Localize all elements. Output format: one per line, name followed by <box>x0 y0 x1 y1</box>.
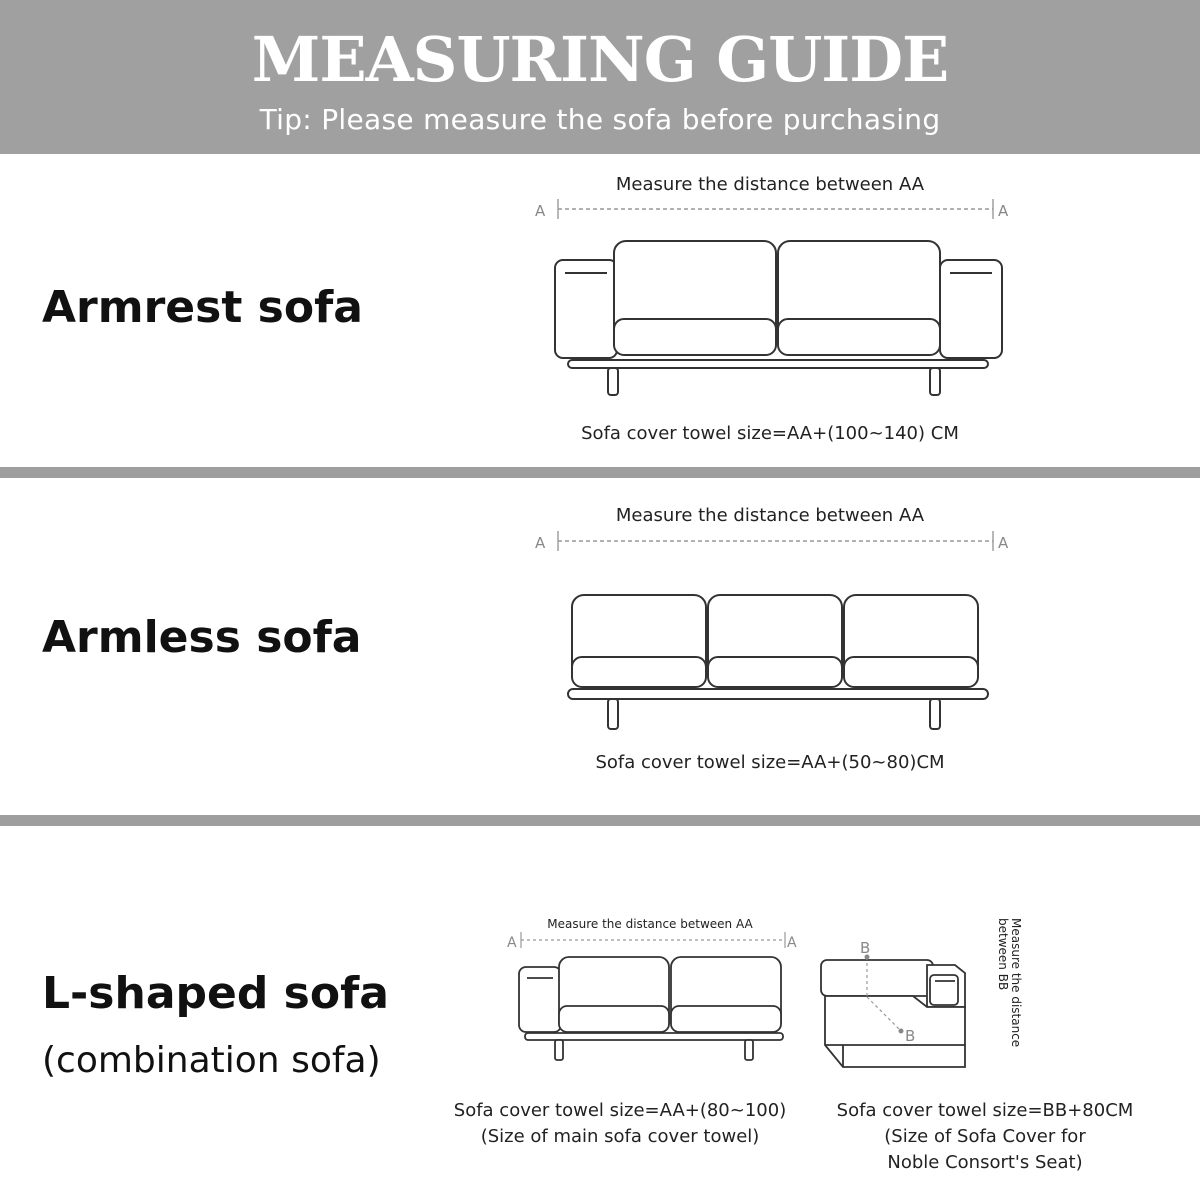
sofa-drawing <box>555 241 1002 395</box>
chaise-measure-line1: Measure the distance <box>1009 918 1023 1048</box>
lshaped-main-size-line2: (Size of main sofa cover towel) <box>480 1126 760 1147</box>
divider-2 <box>0 815 1200 826</box>
armrest-size-caption: Sofa cover towel size=AA+(100~140) CM <box>581 423 959 444</box>
page-title: MEASURING GUIDE <box>251 23 949 96</box>
marker-b-bottom: B <box>905 1027 916 1045</box>
lshaped-chaise-size-line1: Sofa cover towel size=BB+80CM <box>836 1100 1134 1121</box>
marker-a-left: A <box>535 534 546 552</box>
lshaped-main-size-caption <box>440 1098 800 1150</box>
armless-sofa-label: Armless sofa <box>42 612 362 663</box>
measure-line <box>558 199 993 219</box>
measure-line <box>558 531 993 551</box>
marker-a-right: A <box>998 534 1009 552</box>
armless-size-caption: Sofa cover towel size=AA+(50~80)CM <box>595 752 945 773</box>
lshaped-sofa-label: L-shaped sofa <box>42 968 389 1019</box>
sofa-drawing <box>519 957 783 1060</box>
armless-sofa-illustration <box>530 527 1030 742</box>
lshaped-chaise-illustration <box>815 935 975 1085</box>
armrest-sofa-illustration <box>530 195 1030 410</box>
marker-b-top: B <box>860 939 871 957</box>
armrest-sofa-label: Armrest sofa <box>42 282 363 333</box>
header-banner <box>0 0 1200 154</box>
lshaped-main-measure-caption: Measure the distance between AA <box>547 917 753 931</box>
marker-a-right: A <box>787 935 797 951</box>
lshaped-chaise-size-line2: (Size of Sofa Cover for <box>884 1126 1086 1147</box>
chaise-drawing <box>821 960 965 1067</box>
lshaped-chaise-size-caption <box>820 1098 1150 1176</box>
measure-line <box>521 932 785 948</box>
divider-1 <box>0 467 1200 478</box>
chaise-measure-caption <box>990 915 1030 1075</box>
lshaped-sofa-sublabel: (combination sofa) <box>42 1040 381 1081</box>
marker-a-right: A <box>998 202 1009 220</box>
tip-text: Tip: Please measure the sofa before purchasing <box>259 103 941 136</box>
marker-a-left: A <box>535 202 546 220</box>
sofa-drawing <box>568 595 988 729</box>
lshaped-chaise-size-line3: Noble Consort's Seat) <box>887 1152 1083 1173</box>
lshaped-main-sofa-illustration <box>505 930 805 1080</box>
marker-a-left: A <box>507 935 517 951</box>
armless-measure-caption: Measure the distance between AA <box>615 505 925 526</box>
lshaped-main-size-line1: Sofa cover towel size=AA+(80~100) <box>453 1100 787 1121</box>
armrest-measure-caption: Measure the distance between AA <box>615 174 925 195</box>
chaise-measure-line2: between BB <box>996 918 1010 991</box>
